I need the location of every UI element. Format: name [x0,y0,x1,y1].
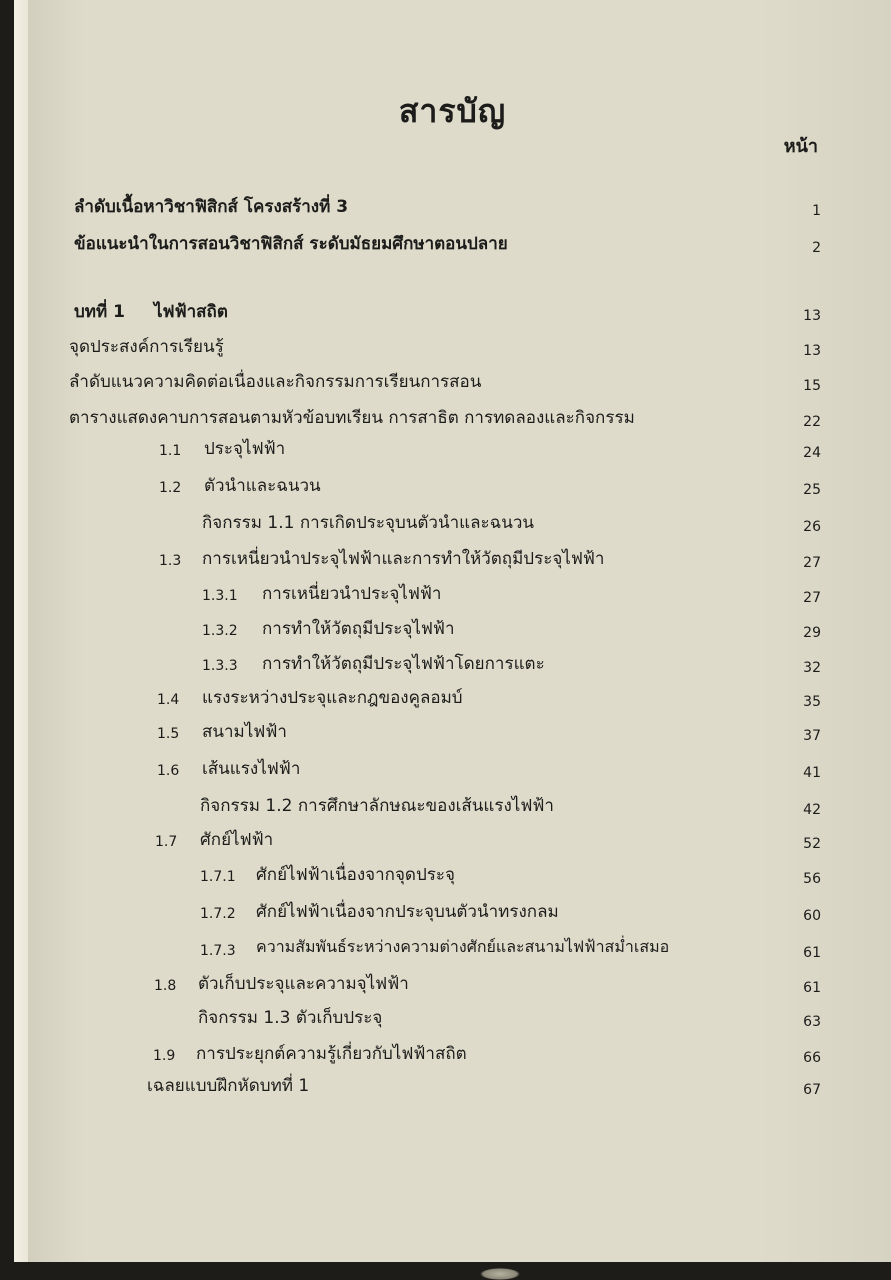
toc-entry [14,580,891,610]
toc-entry-page: 52 [803,836,821,852]
page-title: สารบัญ [398,92,507,130]
toc-entry-label: เส้นแรงไฟฟ้า [202,759,301,779]
toc-section-number: 1.6 [157,763,180,779]
toc-entry-page: 13 [803,308,821,324]
toc-entry-page: 15 [803,378,821,394]
toc-entry-label: การเหนี่ยวนำประจุไฟฟ้า [262,584,442,604]
toc-entry [14,826,891,856]
toc-entry-label: ศักย์ไฟฟ้าเนื่องจากจุดประจุ [256,865,455,885]
toc-entry-page: 26 [803,519,821,535]
toc-section-number: 1.9 [153,1048,176,1064]
toc-entry [14,435,891,465]
toc-entry-label: ลำดับเนื้อหาวิชาฟิสิกส์ โครงสร้างที่ 3 [74,197,349,217]
toc-entry-label: ตัวเก็บประจุและความจุไฟฟ้า [198,974,409,994]
toc-entry-page: 13 [803,343,821,359]
toc-section-number: 1.1 [159,443,182,459]
toc-section-number: 1.5 [157,726,180,742]
toc-entry-page: 27 [803,590,821,606]
toc-entry-page: 63 [803,1014,821,1030]
toc-entry [14,333,891,363]
toc-section-number: 1.7.3 [200,943,236,959]
toc-section-number: 1.3.1 [202,588,238,604]
toc-section-number: 1.3.3 [202,658,238,674]
toc-entry-label: การทำให้วัตถุมีประจุไฟฟ้าโดยการแตะ [262,654,545,674]
toc-entry-label: จุดประสงค์การเรียนรู้ [69,337,224,357]
toc-entry-page: 60 [803,908,821,924]
toc-entry-label: การประยุกต์ความรู้เกี่ยวกับไฟฟ้าสถิต [196,1044,467,1064]
toc-entry [14,792,891,822]
toc-entry-page: 25 [803,482,821,498]
toc-entry-page: 1 [812,203,821,219]
toc-entry-label: ไฟฟ้าสถิต [154,302,228,322]
page-column-label: หน้า [783,136,818,157]
toc-entry [14,1004,891,1034]
toc-section-number: 1.7 [155,834,178,850]
toc-entry [14,684,891,714]
toc-entry-page: 2 [812,240,821,256]
toc-entry [14,970,891,1000]
toc-entry [14,898,891,928]
toc-entry-page: 32 [803,660,821,676]
toc-entry-page: 61 [803,980,821,996]
toc-entry-label: เฉลยแบบฝึกหัดบทที่ 1 [147,1076,310,1096]
toc-entry [14,755,891,785]
toc-section-number: 1.4 [157,692,180,708]
toc-entry-page: 42 [803,802,821,818]
toc-entry-page: 27 [803,555,821,571]
toc-entry-label: ประจุไฟฟ้า [204,439,286,459]
toc-entry-page: 35 [803,694,821,710]
toc-entry-page: 67 [803,1082,821,1098]
toc-entry-label: ศักย์ไฟฟ้าเนื่องจากประจุบนตัวนำทรงกลม [256,902,559,922]
toc-entry-label: กิจกรรม 1.2 การศึกษาลักษณะของเส้นแรงไฟฟ้า [200,796,554,816]
toc-entry-label: ข้อแนะนำในการสอนวิชาฟิสิกส์ ระดับมัธยมศึกษาตอนปลาย [74,234,508,254]
toc-entry [14,1072,891,1102]
toc-entry-label: ความสัมพันธ์ระหว่างความต่างศักย์และสนามไฟฟ้าสม่ำเสมอ [256,937,670,956]
toc-section-number: 1.8 [154,978,177,994]
toc-entry-label: การทำให้วัตถุมีประจุไฟฟ้า [262,619,455,639]
toc-section-number: 1.3.2 [202,623,238,639]
toc-entry-label: กิจกรรม 1.3 ตัวเก็บประจุ [198,1008,383,1028]
toc-section-number: 1.2 [159,480,182,496]
toc-entry-label: ศักย์ไฟฟ้า [200,830,274,850]
toc-entry [14,472,891,502]
document-page [14,0,891,1262]
toc-entry-label: ตารางแสดงคาบการสอนตามหัวข้อบทเรียน การสาธิต การทดลองและกิจกรรม [69,408,635,428]
toc-entry-page: 41 [803,765,821,781]
toc-entry-page: 56 [803,871,821,887]
toc-entry-page: 66 [803,1050,821,1066]
toc-entry [14,650,891,680]
toc-entry [14,935,891,965]
page-bottom-smudge [480,1268,520,1280]
toc-entry-page: 22 [803,414,821,430]
toc-chapter-entry [14,298,891,328]
toc-entry-label: สนามไฟฟ้า [202,722,287,742]
toc-entry-label: แรงระหว่างประจุและกฎของคูลอมบ์ [202,688,463,708]
toc-section-number: 1.3 [159,553,182,569]
toc-entry [14,404,891,434]
toc-entry [14,615,891,645]
toc-entry-label: ตัวนำและฉนวน [204,476,321,496]
toc-entry [14,230,891,260]
toc-entry-label: การเหนี่ยวนำประจุไฟฟ้าและการทำให้วัตถุมีประจุไฟฟ้า [202,549,605,569]
toc-section-number: 1.7.1 [200,869,236,885]
toc-entry-page: 29 [803,625,821,641]
toc-entry [14,718,891,748]
toc-entry-page: 37 [803,728,821,744]
toc-section-number: 1.7.2 [200,906,236,922]
toc-entry-page: 24 [803,445,821,461]
toc-entry [14,861,891,891]
toc-entry [14,509,891,539]
toc-entry [14,545,891,575]
toc-entry [14,193,891,223]
toc-chapter-number: บทที่ 1 [74,302,125,322]
toc-entry-label: กิจกรรม 1.1 การเกิดประจุบนตัวนำและฉนวน [202,513,535,533]
toc-entry [14,368,891,398]
toc-entry-page: 61 [803,945,821,961]
toc-entry-label: ลำดับแนวความคิดต่อเนื่องและกิจกรรมการเรียนการสอน [69,372,482,392]
toc-entry [14,1040,891,1070]
